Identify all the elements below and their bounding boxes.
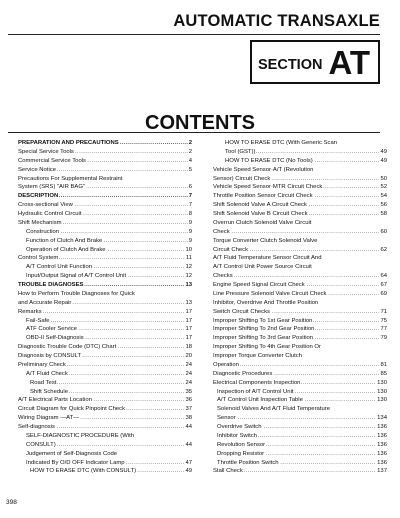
toc-entry-label: OBD-II Self-Diagnosis (18, 335, 85, 341)
toc-entry[interactable] (18, 379, 192, 388)
toc-entry-page: 17 (185, 326, 192, 333)
toc-entry-label: Circuit Diagram for Quick Pinpoint Check (18, 406, 126, 413)
toc-entry-label: Solenoid Valves And A/T Fluid Temperature (213, 406, 331, 412)
toc-entry-label: Improper Shifting To 2nd Gear Position (213, 326, 315, 333)
toc-entry[interactable] (18, 139, 192, 148)
toc-entry-label: Overrun Clutch Solenoid Valve Circuit (213, 219, 312, 226)
toc-entry-label: HOW TO ERASE DTC (No Tools) (213, 158, 314, 164)
toc-entry[interactable] (213, 396, 387, 405)
toc-entry-label: Fail-Safe (18, 318, 51, 324)
toc-entry-page: 9 (188, 228, 192, 235)
toc-entry-page: 62 (380, 246, 387, 253)
toc-entry-page: 77 (380, 326, 387, 333)
section-box (250, 40, 380, 84)
toc-entry-label: Inspection of A/T Control Unit (213, 389, 295, 395)
toc-entry-page: 8 (188, 211, 192, 217)
toc-entry-label: Construction (18, 229, 60, 235)
toc-entry-label: Shift Mechanism (18, 219, 62, 226)
toc-entry[interactable] (213, 423, 387, 432)
toc-entry-page: 50 (380, 175, 387, 182)
toc-entry-label: ATF Cooler Service (18, 326, 78, 332)
toc-entry-page: 136 (377, 459, 387, 466)
toc-entry[interactable] (18, 405, 192, 414)
toc-entry-page: 13 (185, 299, 192, 306)
toc-entry-label: Switch Circuit Checks (213, 308, 270, 315)
toc-entry-page: 130 (377, 388, 387, 395)
toc-entry[interactable] (213, 405, 387, 414)
toc-entry[interactable] (18, 352, 192, 361)
toc-entry-label: Revolution Sensor (213, 442, 266, 448)
toc-entry[interactable] (213, 388, 387, 397)
toc-entry[interactable] (18, 388, 192, 397)
toc-entry[interactable] (18, 414, 192, 423)
toc-entry[interactable] (18, 308, 192, 317)
toc-entry-label: Throttle Position Switch (213, 460, 280, 466)
toc-entry-page: 81 (380, 361, 387, 368)
toc-entry-label: Vehicle Speed Sensor·MTR Circuit Check (213, 184, 323, 191)
toc-entry-label: Improper Shifting To 1st Gear Position (213, 317, 313, 324)
toc-entry-page: 35 (185, 388, 192, 395)
toc-entry-label: DESCRIPTION (18, 193, 59, 200)
toc-entry-label: Service Notice (18, 166, 56, 173)
toc-entry-page: 12 (185, 273, 192, 280)
toc-entry[interactable] (18, 290, 192, 299)
toc-entry-page: 12 (185, 264, 192, 271)
toc-entry-label: Judgement of Self-Diagnosis Code (18, 451, 118, 457)
toc-entry-page: 24 (185, 379, 192, 386)
toc-entry-page: 13 (185, 282, 192, 288)
toc-entry-label: A/T Control Unit Function (18, 264, 93, 270)
toc-entry[interactable] (213, 183, 387, 192)
toc-entry-label: Sensor (213, 415, 237, 421)
toc-entry[interactable] (213, 432, 387, 441)
toc-entry[interactable] (18, 299, 192, 308)
toc-entry[interactable] (18, 334, 192, 343)
section-title-header: AUTOMATIC TRANSAXLE (173, 12, 380, 30)
toc-entry-label: Input/Output Signal of A/T Control Unit (18, 273, 127, 279)
toc-entry-page: 79 (380, 335, 387, 342)
toc-entry-label: Overdrive Switch (213, 424, 263, 430)
toc-entry-label: Torque Converter Clutch Solenoid Valve (213, 237, 318, 244)
toc-entry-page: 49 (185, 468, 192, 475)
toc-entry[interactable] (213, 459, 387, 468)
toc-entry-page: 2 (188, 148, 192, 155)
toc-entry-page: 9 (188, 219, 192, 226)
toc-entry-page: 7 (188, 202, 192, 209)
toc-entry-label: How to Perform Trouble Diagnoses for Quick (18, 290, 135, 297)
toc-entry-label: Self-diagnosis (18, 424, 56, 430)
toc-entry[interactable] (18, 467, 192, 476)
toc-entry[interactable] (18, 201, 192, 210)
toc-entry[interactable] (213, 290, 387, 299)
toc-entry-page: 136 (377, 424, 387, 430)
toc-entry[interactable] (213, 467, 387, 476)
toc-entry[interactable] (213, 148, 387, 157)
toc-entry-page: 130 (377, 397, 387, 404)
toc-entry[interactable] (18, 272, 192, 281)
toc-entry-page: 24 (185, 370, 192, 377)
toc-entry[interactable] (213, 325, 387, 334)
toc-entry[interactable] (213, 237, 387, 246)
toc-entry-page: 7 (188, 193, 192, 200)
toc-entry-page: 130 (377, 379, 387, 386)
toc-entry-page: 67 (380, 282, 387, 288)
contents-heading: CONTENTS (145, 112, 255, 134)
toc-entry-label: Precautions For Supplemental Restraint (18, 175, 123, 182)
toc-entry-label: A/T Control Unit Power Source Circuit (213, 264, 312, 271)
toc-entry[interactable] (18, 370, 192, 379)
toc-entry-label: Diagnostic Trouble Code (DTC) Chart (18, 344, 117, 351)
toc-entry-page: 11 (185, 255, 192, 262)
toc-entry-page: 17 (185, 335, 192, 342)
toc-entry-page: 134 (377, 415, 387, 422)
toc-entry[interactable] (18, 237, 192, 246)
toc-entry-label: A/T Control Unit Inspection Table (213, 397, 304, 403)
toc-entry-label: Road Test (18, 380, 57, 386)
toc-entry-page: 47 (185, 459, 192, 466)
toc-entry[interactable] (213, 139, 387, 148)
toc-entry-label: A/T Fluid Temperature Sensor Circuit And (213, 255, 322, 262)
toc-entry-page: 20 (185, 353, 192, 359)
toc-entry[interactable] (213, 281, 387, 290)
toc-entry-label: Improper Shifting To 4th Gear Position Or (213, 344, 321, 351)
toc-entry[interactable] (213, 414, 387, 423)
toc-entry-page: 136 (377, 432, 387, 439)
toc-entry[interactable] (18, 317, 192, 326)
toc-entry-label: Engine Speed Signal Circuit Check (213, 282, 305, 288)
toc-entry-label: Wiring Diagram —AT— (18, 415, 80, 422)
toc-entry[interactable] (18, 263, 192, 272)
toc-entry[interactable] (213, 192, 387, 201)
toc-entry[interactable] (18, 210, 192, 219)
toc-entry-label: Diagnostic Procedures (213, 370, 273, 377)
toc-entry-page: 5 (188, 166, 192, 173)
toc-entry-label: HOW TO ERASE DTC (With CONSULT) (18, 468, 137, 474)
toc-entry[interactable] (213, 210, 387, 219)
toc-entry-page: 44 (185, 424, 192, 430)
toc-entry-page: 69 (380, 290, 387, 297)
toc-entry-label: Circuit Check (213, 246, 249, 253)
toc-entry-label: Dropping Resistor (213, 451, 265, 457)
toc-entry-label: Improper Torque Converter Clutch (213, 353, 302, 359)
toc-entry-label: A/T Electrical Parts Location (18, 397, 92, 404)
page-number: 398 (6, 499, 17, 506)
toc-entry-label: Shift Schedule (18, 389, 69, 395)
toc-entry[interactable] (18, 166, 192, 175)
toc-entry[interactable] (213, 299, 387, 308)
toc-entry[interactable] (213, 272, 387, 281)
toc-entry[interactable] (213, 361, 387, 370)
toc-entry-page: 17 (185, 317, 192, 324)
toc-entry-label: Shift Solenoid Valve A Circuit Check (213, 202, 307, 209)
toc-entry[interactable] (18, 459, 192, 468)
toc-entry[interactable] (213, 308, 387, 317)
toc-entry[interactable] (18, 219, 192, 228)
toc-entry-page: 17 (185, 308, 192, 315)
toc-entry-label: Checks (213, 273, 233, 280)
toc-entry-page: 49 (380, 157, 387, 164)
toc-entry[interactable] (213, 254, 387, 263)
toc-entry-label: Control System (18, 255, 59, 262)
toc-entry-label: Electrical Components Inspection (213, 379, 301, 386)
toc-entry-label: Diagnosis by CONSULT (18, 353, 82, 359)
toc-entry-label: Improper Shifting To 3rd Gear Position (213, 335, 314, 342)
toc-entry[interactable] (18, 157, 192, 166)
toc-entry[interactable] (18, 450, 192, 459)
section-code: AT (328, 43, 370, 81)
toc-entry-page: 44 (185, 441, 192, 448)
toc-entry-page: 36 (185, 397, 192, 404)
toc-entry[interactable] (18, 228, 192, 237)
toc-entry-label: Remarks (18, 308, 42, 315)
toc-entry-label: Operation (213, 361, 239, 368)
toc-entry-label: System (SRS) "AIR BAG" (18, 184, 86, 191)
toc-entry-page: 64 (380, 273, 387, 280)
section-word: SECTION (258, 57, 323, 73)
contents-rule (8, 132, 380, 133)
toc-entry-label: Operation of Clutch And Brake (18, 247, 107, 253)
toc-entry-label: Shift Solenoid Valve B Circuit Check (213, 211, 308, 217)
header-rule (8, 34, 380, 35)
toc-entry-label: TROUBLE DIAGNOSES (18, 282, 84, 288)
toc-entry-label: Hydraulic Control Circuit (18, 211, 82, 217)
toc-entry-label: PREPARATION AND PRECAUTIONS (18, 140, 119, 146)
toc-entry-page: 9 (188, 237, 192, 244)
toc-entry[interactable] (213, 317, 387, 326)
toc-entry-page: 6 (188, 184, 192, 191)
toc-entry[interactable] (213, 201, 387, 210)
toc-entry-label: HOW TO ERASE DTC (With Generic Scan (213, 140, 338, 146)
toc-entry-page: 24 (185, 361, 192, 368)
toc-entry-page: 4 (188, 157, 192, 164)
toc-entry-page: 10 (185, 246, 192, 253)
toc-entry[interactable] (213, 343, 387, 352)
toc-entry-page: 58 (380, 211, 387, 217)
toc-entry[interactable] (213, 219, 387, 228)
toc-entry[interactable] (18, 254, 192, 263)
toc-entry[interactable] (213, 370, 387, 379)
toc-entry[interactable] (18, 343, 192, 352)
toc-entry[interactable] (213, 246, 387, 255)
toc-entry-page: 54 (380, 193, 387, 200)
toc-entry-page: 75 (380, 317, 387, 324)
toc-entry[interactable] (213, 441, 387, 450)
toc-entry[interactable] (18, 432, 192, 441)
toc-entry-label: SELF-DIAGNOSTIC PROCEDURE (With (18, 433, 135, 439)
toc-entry[interactable] (18, 396, 192, 405)
toc-entry[interactable] (18, 325, 192, 334)
toc-entry[interactable] (213, 166, 387, 175)
toc-entry[interactable] (213, 334, 387, 343)
toc-entry-page: 136 (377, 441, 387, 448)
toc-entry-page: 136 (377, 450, 387, 457)
toc-entry-page: 2 (188, 140, 192, 146)
toc-entry-page: 71 (380, 308, 387, 315)
toc-entry[interactable] (213, 157, 387, 166)
toc-entry[interactable] (213, 228, 387, 237)
toc-entry-label: Stall Check (213, 468, 243, 475)
toc-entry-label: Check (213, 228, 230, 235)
toc-entry-label: Inhibitor Switch (213, 433, 258, 439)
toc-entry[interactable] (213, 263, 387, 272)
toc-entry-page: 52 (380, 184, 387, 191)
toc-entry-page: 49 (380, 148, 387, 155)
toc-entry-label: Function of Clutch And Brake (18, 238, 103, 244)
toc-entry-label: Throttle Position Sensor Circuit Check (213, 193, 313, 200)
toc-entry[interactable] (213, 352, 387, 361)
toc-entry-label: CONSULT) (18, 442, 57, 448)
toc-entry[interactable] (18, 441, 192, 450)
toc-entry-page: 18 (185, 344, 192, 351)
toc-entry[interactable] (213, 379, 387, 388)
toc-entry[interactable] (18, 192, 192, 201)
toc-entry-page: 85 (380, 370, 387, 377)
toc-entry-label: Vehicle Speed Sensor·A/T (Revolution (213, 166, 314, 173)
toc-entry-label: Line Pressure Solenoid Valve Circuit Check (213, 290, 327, 297)
toc-entry[interactable] (213, 175, 387, 184)
toc-entry[interactable] (18, 361, 192, 370)
toc-entry-label: and Accurate Repair (18, 299, 72, 306)
toc-entry-page: 38 (185, 415, 192, 422)
toc-entry-label: Inhibitor, Overdrive And Throttle Position (213, 299, 319, 306)
toc-entry-page: 137 (377, 468, 387, 475)
toc-entry[interactable] (213, 450, 387, 459)
toc-entry-label: Sensor) Circuit Check (213, 175, 271, 182)
toc-right-column (213, 139, 387, 476)
toc-entry[interactable] (18, 183, 192, 192)
toc-entry-label: A/T Fluid Check (18, 371, 69, 377)
toc-entry-page: 56 (380, 202, 387, 209)
toc-entry-label: Tool (GST)) (213, 149, 256, 155)
toc-entry[interactable] (18, 246, 192, 255)
toc-left-column (18, 139, 192, 476)
toc-entry-label: Commercial Service Tools (18, 157, 86, 164)
toc-entry[interactable] (18, 423, 192, 432)
toc-entry-label: Cross-sectional View (18, 202, 73, 209)
toc-entry-page: 60 (380, 228, 387, 235)
toc-entry[interactable] (18, 148, 192, 157)
toc-entry-label: Indicated By O/D OFF Indicator Lamp (18, 460, 126, 466)
toc-entry[interactable] (18, 175, 192, 184)
toc-entry-label: Preliminary Check (18, 361, 66, 368)
toc-entry[interactable] (18, 281, 192, 290)
toc-entry-page: 37 (185, 406, 192, 413)
toc-entry-label: Special Service Tools (18, 148, 74, 155)
